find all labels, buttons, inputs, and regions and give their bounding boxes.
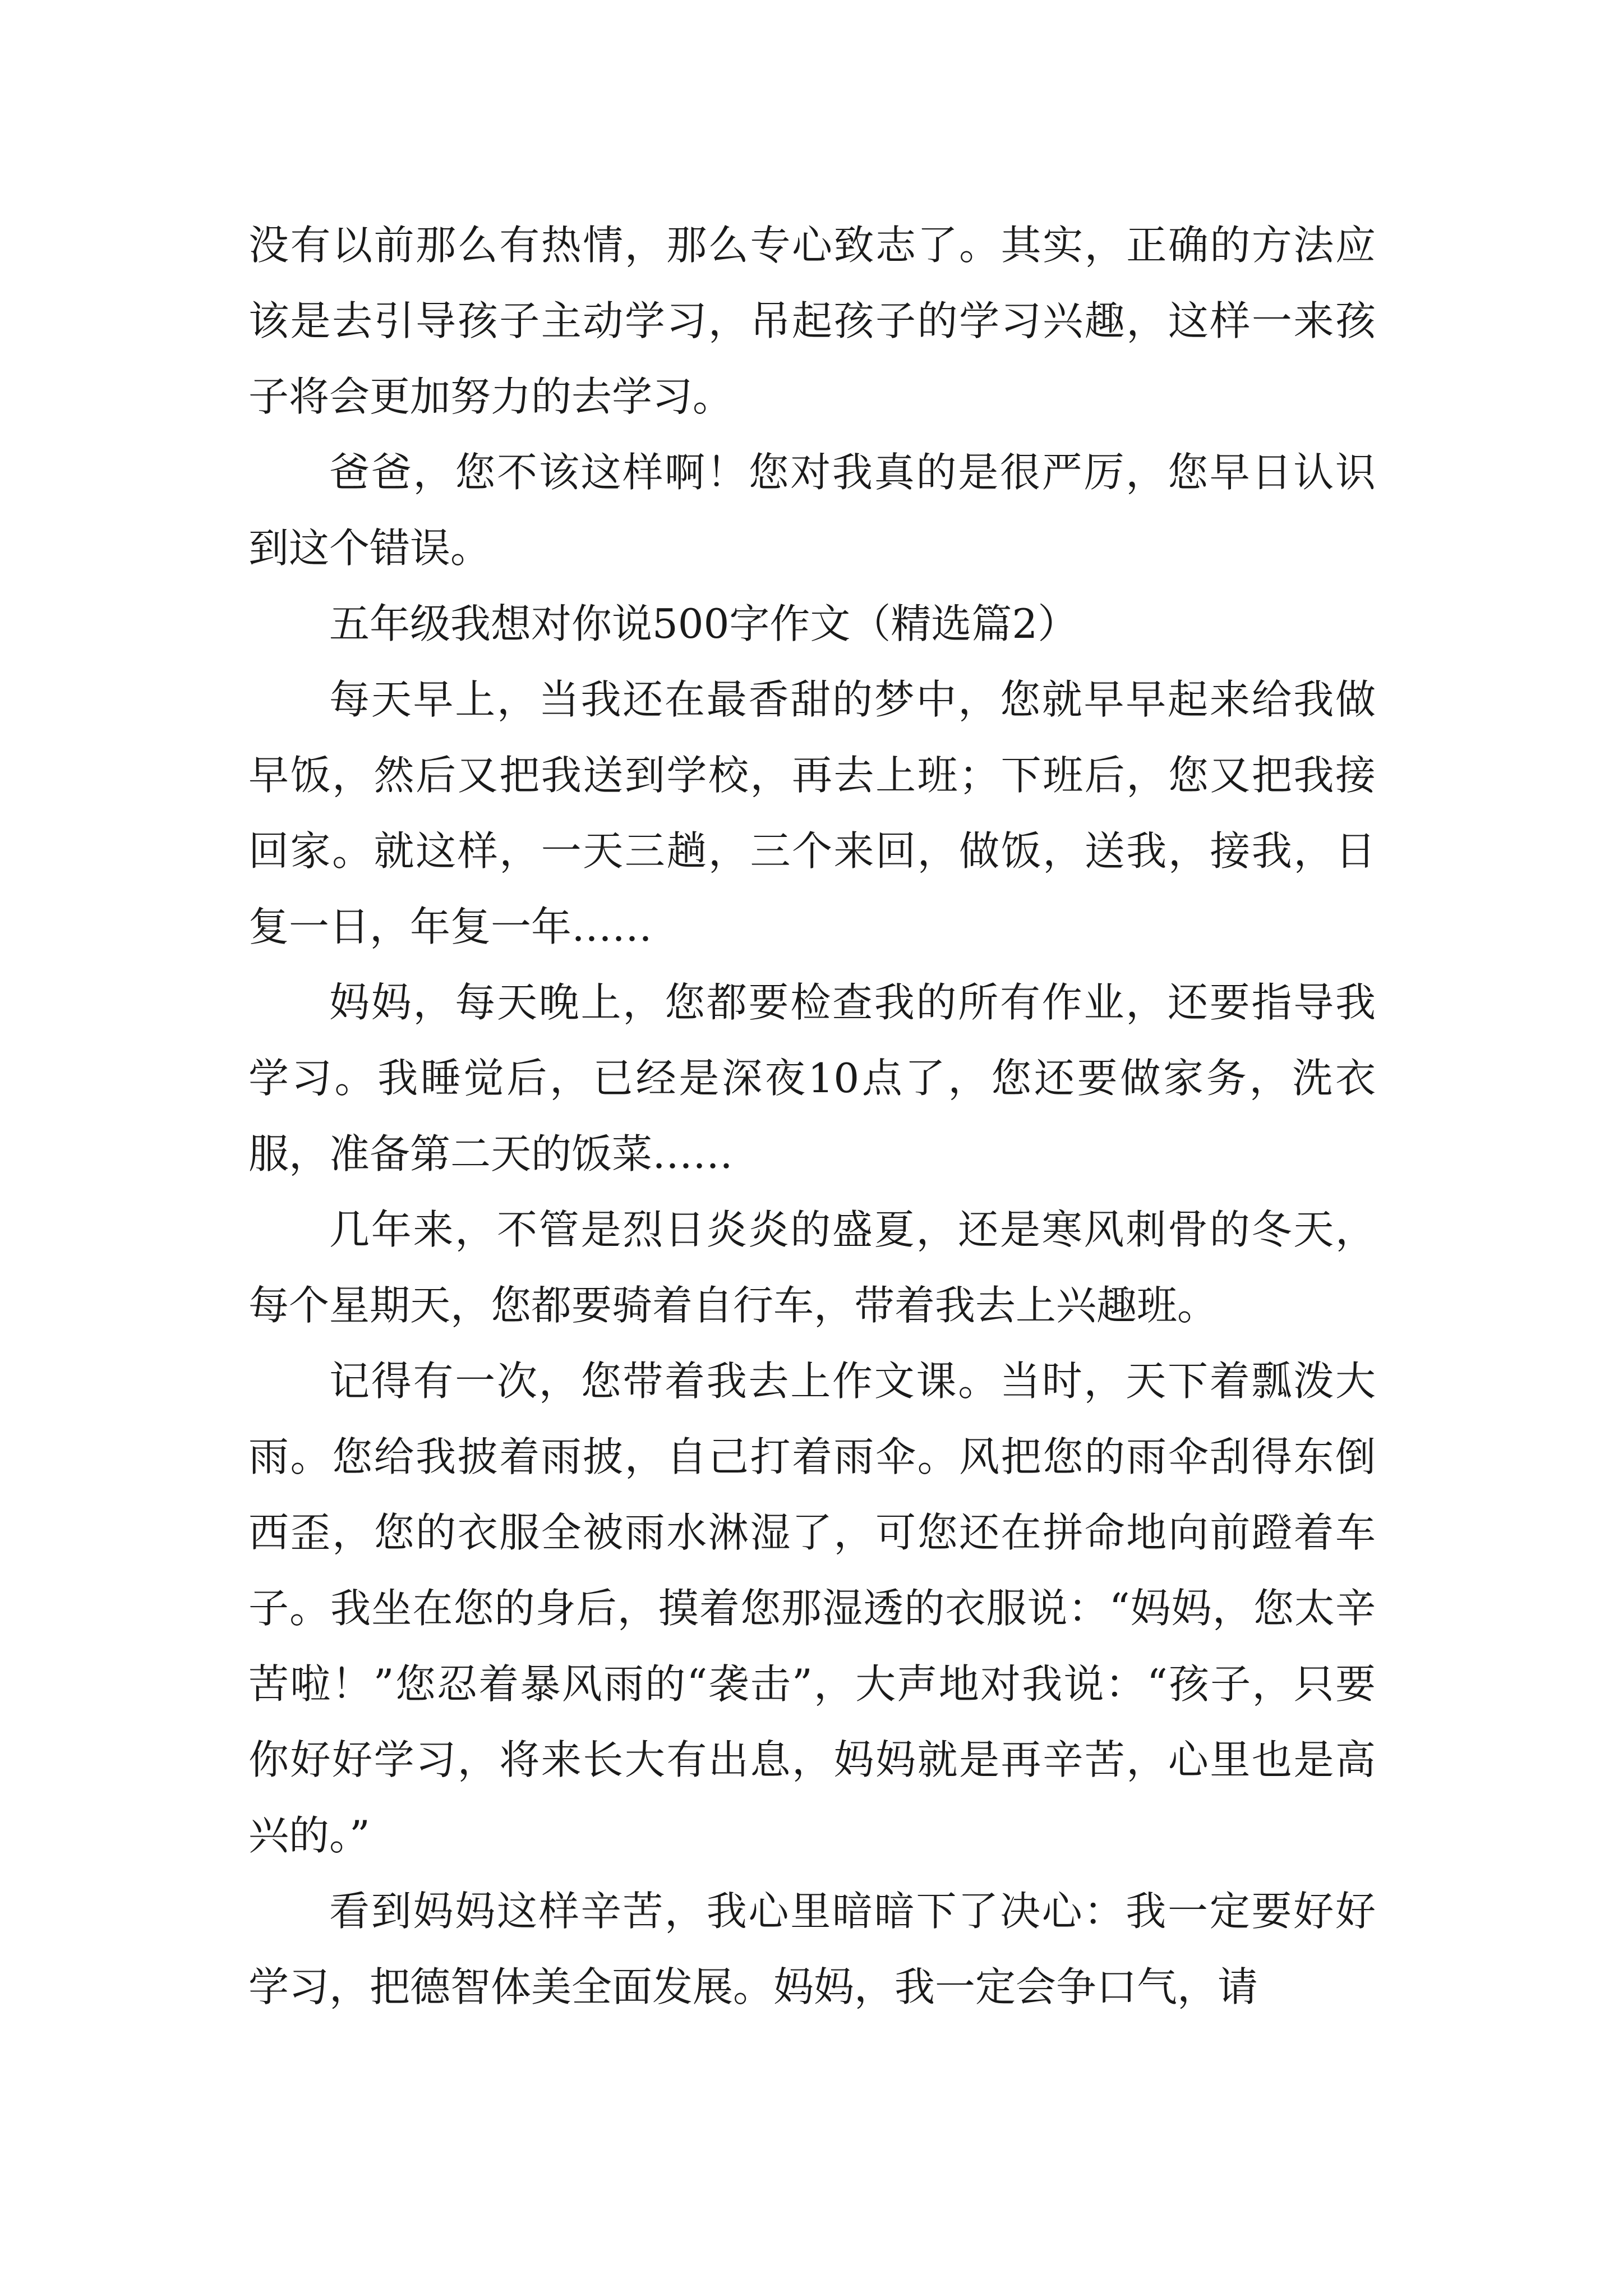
paragraph: 妈妈，每天晚上，您都要检查我的所有作业，还要指导我学习。我睡觉后，已经是深夜10点了，您还要做家务，洗衣服，准备第二天的饭菜…… <box>248 979 1376 1177</box>
document-page <box>248 208 1376 2025</box>
paragraph: 几年来，不管是烈日炎炎的盛夏，还是寒风刺骨的冬天，每个星期天，您都要骑着自行车，带着我去上兴趣班。 <box>248 1206 1376 1329</box>
essay-heading: 五年级我想对你说500字作文（精选篇2） <box>329 600 1078 647</box>
paragraph: 爸爸，您不该这样啊！您对我真的是很严厉，您早日认识到这个错误。 <box>248 449 1376 572</box>
paragraph: 每天早上，当我还在最香甜的梦中，您就早早起来给我做早饭，然后又把我送到学校，再去上班；下班后，您又把我接回家。就这样，一天三趟，三个来回，做饭，送我，接我，日复一日，年复一年…… <box>248 676 1376 950</box>
paragraph: 记得有一次，您带着我去上作文课。当时，天下着瓢泼大雨。您给我披着雨披，自己打着雨伞。风把您的雨伞刮得东倒西歪，您的衣服全被雨水淋湿了，可您还在拼命地向前蹬着车子。我坐在您的身后，摸着您那湿透的衣服说：“妈妈，您太辛苦啦！”您忍着暴风雨的“袭击”，大声地对我说：“孩子，只要你好好学习，将来长大有出息，妈妈就是再辛苦，心里也是高兴的。” <box>248 1358 1376 1859</box>
paragraph: 看到妈妈这样辛苦，我心里暗暗下了决心：我一定要好好学习，把德智体美全面发展。妈妈，我一定会争口气，请 <box>248 1888 1376 2010</box>
paragraph: 没有以前那么有热情，那么专心致志了。其实，正确的方法应该是去引导孩子主动学习，吊起孩子的学习兴趣，这样一来孩子将会更加努力的去学习。 <box>248 222 1376 420</box>
